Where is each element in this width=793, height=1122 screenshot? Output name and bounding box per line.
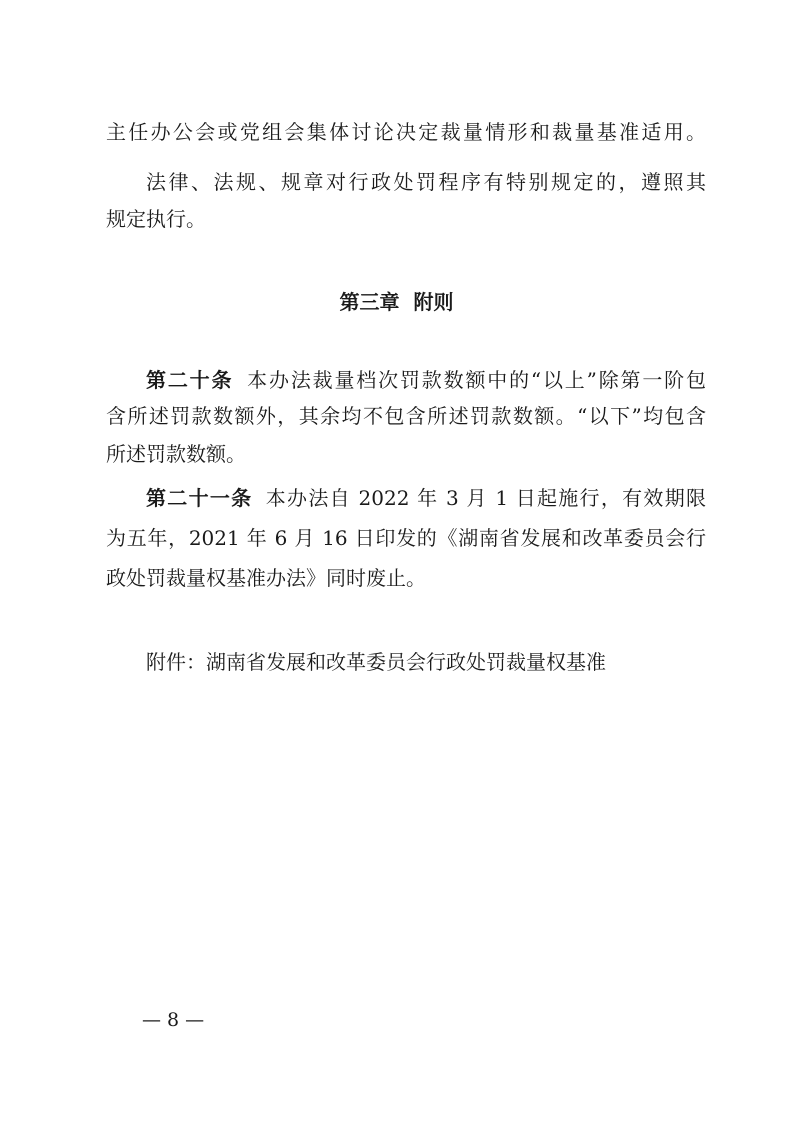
article-21-line-2: 为五年，2021 年 6 月 16 日印发的《湖南省发展和改革委员会行 <box>106 526 706 550</box>
article-21-text-1: 本办法自 2022 年 3 月 1 日起施行，有效期限 <box>264 486 707 510</box>
article-21-line-3: 政处罚裁量权基准办法》同时废止。 <box>106 566 426 590</box>
attachment-line: 附件：湖南省发展和改革委员会行政处罚裁量权基准 <box>146 650 606 674</box>
article-20-line-3: 所述罚款数额。 <box>106 442 246 466</box>
chapter-number: 第三章 <box>339 290 400 314</box>
article-20-line-1 <box>146 368 706 392</box>
carryover-line-1: 主任办公会或党组会集体讨论决定裁量情形和裁量基准适用。 <box>106 120 706 144</box>
chapter-title: 附则 <box>413 290 454 314</box>
article-20-text-1: 本办法裁量档次罚款数额中的“以上”除第一阶包 <box>245 368 707 392</box>
article-20-line-2: 含所述罚款数额外，其余均不包含所述罚款数额。“以下”均包含 <box>106 404 706 428</box>
chapter-heading <box>0 290 793 314</box>
article-21-line-1 <box>146 486 706 510</box>
article-21-heading: 第二十一条 <box>146 486 253 510</box>
law-paragraph-line-2: 规定执行。 <box>106 207 206 231</box>
page-number: — 8 — <box>142 1009 205 1031</box>
article-20-heading: 第二十条 <box>146 368 234 392</box>
law-paragraph-line-1: 法律、法规、规章对行政处罚程序有特别规定的，遵照其 <box>146 170 706 194</box>
